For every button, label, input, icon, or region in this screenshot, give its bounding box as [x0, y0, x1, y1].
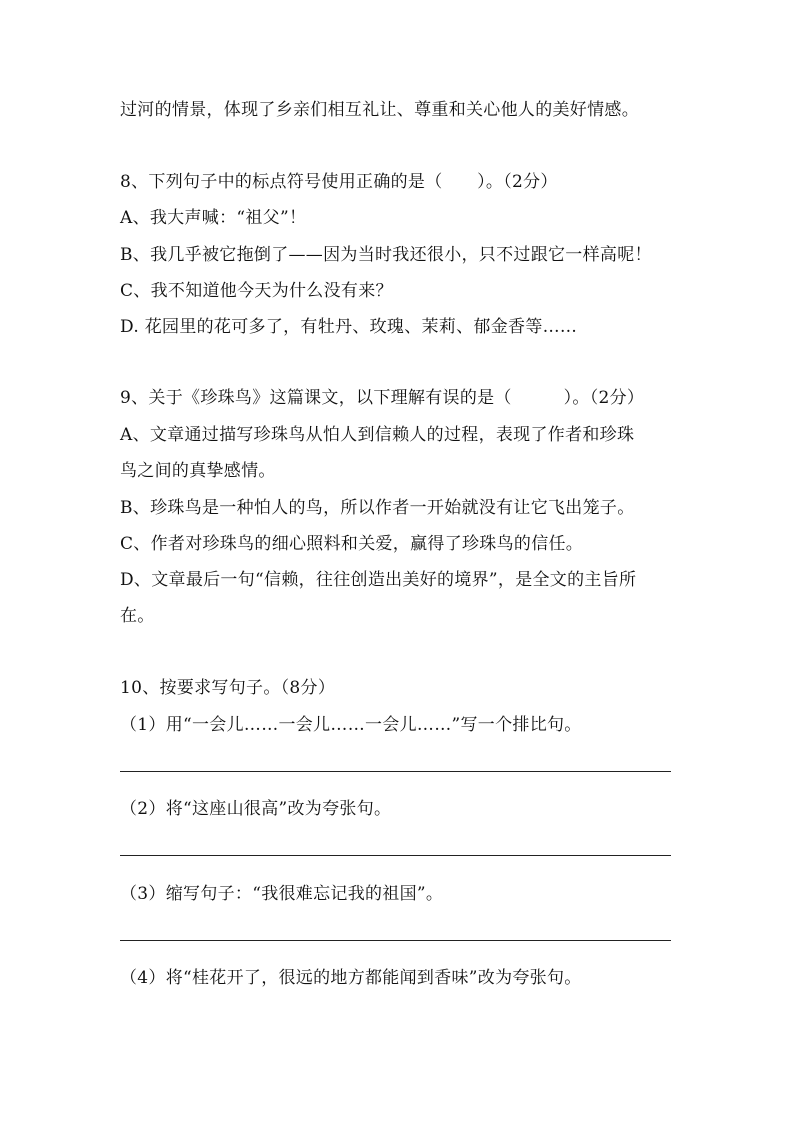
question-9-option-c: C、作者对珍珠鸟的细心照料和关爱，赢得了珍珠鸟的信任。 — [120, 534, 584, 554]
intro-text-line: 过河的情景，体现了乡亲们相互礼让、尊重和关心他人的美好情感。 — [120, 100, 639, 120]
question-10-item-1: （1）用“一会儿……一会儿……一会儿……”写一个排比句。 — [120, 715, 582, 735]
question-9-option-a-line-1: A、文章通过描写珍珠鸟从怕人到信赖人的过程，表现了作者和珍珠 — [120, 425, 635, 445]
question-10-item-4: （4）将“桂花开了，很远的地方都能闻到香味”改为夸张句。 — [120, 968, 582, 988]
question-9-option-b: B、珍珠鸟是一种怕人的鸟，所以作者一开始就没有让它飞出笼子。 — [120, 498, 635, 518]
answer-line-2[interactable] — [120, 855, 671, 856]
answer-line-3[interactable] — [120, 940, 671, 941]
question-8-option-c: C、我不知道他今天为什么没有来？ — [120, 281, 393, 301]
question-9-stem: 9、关于《珍珠鸟》这篇课文，以下理解有误的是（ ）。（2分） — [120, 388, 645, 408]
question-10-item-3: （3）缩写句子：“我很难忘记我的祖国”。 — [120, 884, 444, 904]
question-9-option-d-line-1: D、文章最后一句“信赖，往往创造出美好的境界”，是全文的主旨所 — [120, 570, 637, 590]
question-9-option-d-line-2: 在。 — [120, 606, 155, 626]
question-8-stem: 8、下列句子中的标点符号使用正确的是（ ）。（2分） — [120, 172, 558, 192]
question-8-option-d: D. 花园里的花可多了，有牡丹、玫瑰、茉莉、郁金香等…… — [120, 317, 578, 337]
question-10-stem: 10、按要求写句子。（8分） — [120, 678, 336, 698]
question-10-item-2: （2）将“这座山很高”改为夸张句。 — [120, 799, 392, 819]
question-9-option-a-line-2: 鸟之间的真挚感情。 — [120, 461, 276, 481]
question-8-option-a: A、我大声喊：“祖父”！ — [120, 208, 307, 228]
question-8-option-b: B、我几乎被它拖倒了——因为当时我还很小，只不过跟它一样高呢！ — [120, 245, 652, 265]
answer-line-1[interactable] — [120, 771, 671, 772]
